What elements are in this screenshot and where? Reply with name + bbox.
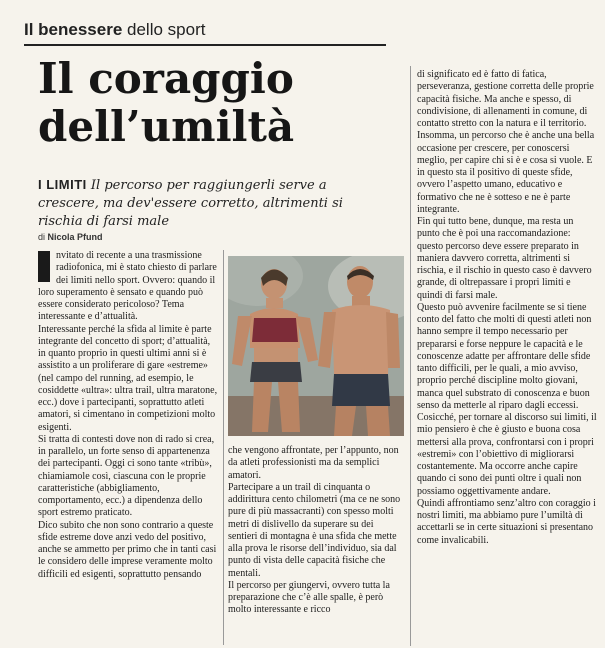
paragraph: Questo può avvenire facilmente se si tiene conto del fatto che molti di questi atleti non hanno sempre il tempo necessario per prepararsi e forse neppure le capacità e le conoscenze adatte per affrontare delle sfide tanto difficili, per le quali, a mio avviso, proprio perché discipline molto giovani, manca quel substrato di conoscenza e buon senso da metterle al riparo dagli eccessi. [417,301,592,411]
column-divider [223,250,224,645]
paragraph: Partecipare a un trail di cinquanta o addirittura cento chilometri (ma ce ne sono pure di più massacranti) con spesso molti metri di dislivello da superare su dei sentieri di montagna è una sfida che mette alla prova le risorse dell’individuo, sia dal punto di vista delle capacità fisiche che mentali. [228,481,401,579]
article-column-3 [417,69,597,547]
article-column-1 [38,250,218,581]
runners-photo [228,256,404,436]
paragraph: nvitato di recente a una trasmissione radiofonica, mi è stato chiesto di parlare dei limiti nello sport. Ovvero: quando il loro superamento è sensato e quando può essere considerato pericoloso? Tema interessante e d’attualità. [38,250,217,323]
section-title: Il benessere [24,20,123,39]
paragraph: Dico subito che non sono contrario a queste sfide estreme dove anzi vedo del positivo, anche se ammetto per primo che in tanti casi le considero delle imprese veramente molto difficili ed esigenti, soprattutto pensando [38,519,217,580]
headline-line-1: Il coraggio [38,54,294,103]
runners-illustration [228,256,404,436]
paragraph: Cosicché, per tornare al discorso sui limiti, il mio pensiero è che è giusto e buona cosa mettersi alla prova, confrontarsi con i propri «estremi» con l’obiettivo di migliorarsi costantemente. Ma occorre anche capire quando ci sono dei punti oltre i quali non possiamo oggettivamente andare. [417,412,597,497]
paragraph: Fin qui tutto bene, dunque, ma resta un punto che è poi una raccomandazione: questo percorso deve essere preparato in maniera davvero corretta, altrimenti si rischia, e il rischio in questo caso è davvero grande, di oltrepassare i propri limiti e quindi di farsi male. [417,216,592,301]
paragraph: Si tratta di contesti dove non di rado si crea, in parallelo, un forte senso di appartenenza dei partecipanti. Oggi ci sono tante «tribù», chiamiamole così, ciascuna con le proprie caratteristiche (abbigliamento, comportamento, ecc.) a dipendenza dello sport estremo praticato. [38,433,215,519]
header-rule [24,44,386,46]
paragraph: Interessante perché la sfida al limite è parte integrante del concetto di sport; d’attualità, in quanto proprio in questi ultimi anni si è assistito a un proliferare di gare «estreme» (nel campo del running, ad esempio, le cosiddette «ultra»: ultra trail, ultra maratone, ecc.) dove i partecipanti, soprattutto atleti amatori, si cimentano in competizioni molto esigenti. [38,323,218,433]
article-column-2 [228,445,404,617]
paragraph: Il percorso per giungervi, ovvero tutta la preparazione che c’è alle spalle, è però molto interessante e ricco [228,579,390,616]
headline-line-2: dell’umiltà [38,102,295,151]
paragraph: Insomma, un percorso che è anche una bella occasione per crescere, per conoscersi meglio, per capire chi si è e cosa si vuole. E in questo sta il positivo di queste sfide, ovvero l’aspetto umano, educativo e formativo che ne è sotteso e ne è parte integrante. [417,130,595,215]
section-subtitle: dello sport [127,20,206,39]
column-divider [410,66,411,646]
paragraph: di significato ed è fatto di fatica, perseveranza, gestione corretta delle proprie capacità fisiche. Ma anche e spesso, di condivisione, di allenamenti in comune, di contatto stretto con la natura e il territorio. [417,69,594,129]
drop-cap [38,251,50,282]
section-header [24,20,205,40]
headline [38,55,388,151]
paragraph: che vengono affrontate, per l’appunto, non da atleti professionisti ma da semplici amatori. [228,445,399,481]
subhead-kicker: I LIMITI [38,177,87,192]
subhead [38,176,390,231]
byline-author: Nicola Pfund [47,232,103,242]
paragraph: Quindi affrontiamo senz’altro con coraggio i nostri limiti, ma abbiamo pure l’umiltà di accettarli se in certe situazioni si presentano come invalicabili. [417,497,596,546]
byline-prefix: di [38,232,46,242]
subhead-deck: Il percorso per raggiungerli serve a crescere, ma dev'essere corretto, altrimenti si rischia di farsi male [38,178,343,229]
byline [38,232,103,242]
